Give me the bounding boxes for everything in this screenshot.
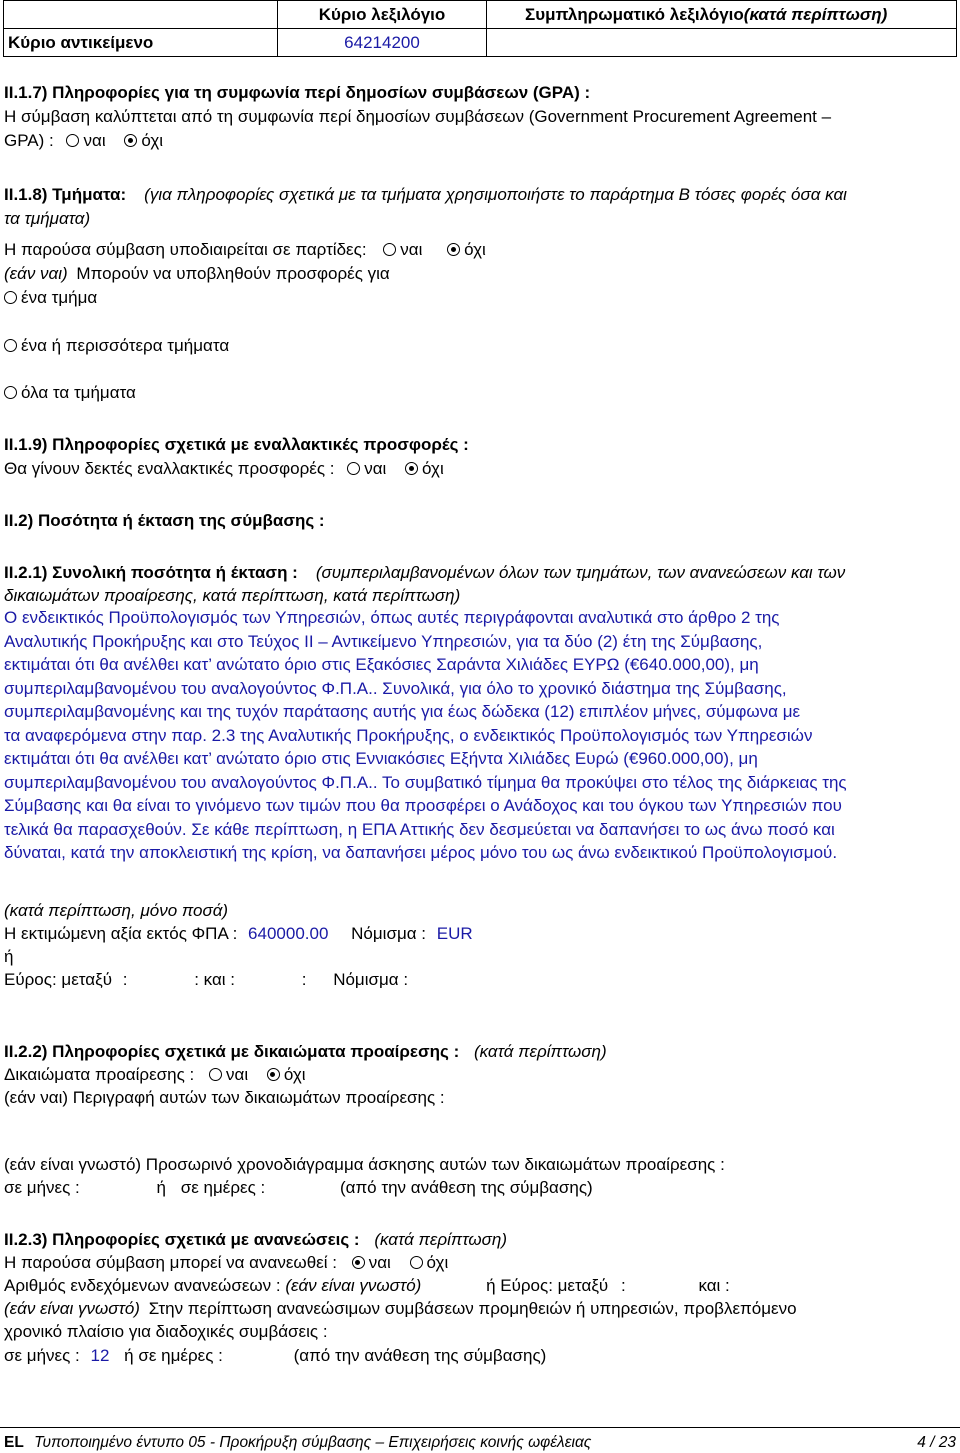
total-amount-note: (κατά περίπτωση, μόνο ποσά) [4, 901, 229, 920]
footer [4, 1434, 591, 1452]
variants-question-line [4, 459, 444, 479]
options-from-award: (από την ανάθεση της σύμβασης) [339, 1178, 593, 1197]
total-description-line: εκτιμάται ότι θα ανέλθει κατ’ ανώτατο όριο στις Εξακόσιες Σαράντα Χιλιάδες ΕΥΡΩ (€640.000,00), μη [4, 655, 759, 674]
total-currency: EUR [436, 924, 473, 943]
renewals-range-colon: : [620, 1276, 626, 1295]
total-note-line2: δικαιωμάτων προαίρεσης, κατά περίπτωση, κατά περίπτωση) [4, 586, 461, 605]
total-description-line: Αναλυτικής Προκήρυξης και στο Τεύχος ΙΙ – Αντικείμενο Υπηρεσιών, για τα δύο (2) έτη της Σύμβασης, [4, 631, 763, 651]
renewals-renewable-line [4, 1253, 448, 1273]
renewals-from-award: (από την ανάθεση της σύμβασης) [293, 1346, 547, 1365]
lots-option-one-label: ένα τμήμα [21, 288, 98, 307]
renewals-range-and: και : [698, 1276, 730, 1295]
gpa-yes-radio[interactable] [66, 134, 79, 147]
renewals-timeframe-line1 [4, 1299, 797, 1319]
cpv-table [3, 0, 957, 57]
footer-page-number: 4 / 23 [917, 1434, 956, 1451]
gpa-yes-label: ναι [83, 131, 106, 150]
lots-option-one-radio[interactable] [4, 291, 17, 304]
renewals-days-label: ή σε ημέρες : [124, 1346, 223, 1365]
total-value: 640000.00 [248, 924, 329, 943]
variants-no-label: όχι [422, 459, 444, 478]
gpa-no-label: όχι [141, 131, 164, 150]
cpv-main-vocab-header: Κύριο λεξιλόγιο [278, 1, 487, 29]
gpa-heading: II.1.7) Πληροφορίες για τη συμφωνία περί δημοσίων συμβάσεων (GPA) : [4, 83, 591, 102]
total-heading-line [4, 563, 845, 583]
options-heading-line [4, 1042, 607, 1062]
options-no-label: όχι [283, 1065, 306, 1084]
lots-no-label: όχι [464, 240, 486, 259]
options-days-label: σε ημέρες : [180, 1178, 266, 1197]
variants-no-radio[interactable] [405, 462, 418, 475]
renewals-timeframe-text2: χρονικό πλαίσιο για διαδοχικές συμβάσεις : [4, 1322, 328, 1341]
options-heading-note: (κατά περίπτωση) [473, 1042, 607, 1061]
cpv-supplementary-value-cell [487, 29, 957, 57]
options-or: ή [156, 1178, 166, 1197]
options-schedule-line [4, 1178, 593, 1198]
total-description-line: εκτιμάται ότι θα ανέλθει κατ’ ανώτατο όριο στις Εννιακόσιες Εξήντα Χιλιάδες Ευρώ (€960.000,00), μη [4, 749, 758, 768]
total-description-line: Ο ενδεικτικός Προϋπολογισμός των Υπηρεσιών, όπως αυτές περιγράφονται αναλυτικά στο άρθρο 2 της [4, 608, 780, 627]
total-value-line [4, 924, 473, 944]
total-range-currency-label: Νόμισμα : [333, 970, 409, 989]
options-months-label: σε μήνες : [4, 1178, 80, 1197]
footer-form-title: Τυποποιημένο έντυπο 05 - Προκήρυξη σύμβασης – Επιχειρήσεις κοινής ωφέλειας [34, 1434, 592, 1451]
gpa-no-radio[interactable] [124, 134, 137, 147]
total-description-line: δύναται, κατά την αποκλειστική της κρίση, να δαπανήσει μέρος μόνο του ως άνω ενδεικτικού Προϋπολογισμού. [4, 843, 838, 862]
lots-if-yes-line [4, 264, 390, 284]
total-range-colon: : [122, 970, 128, 989]
total-range-label: Εύρος: μεταξύ [4, 970, 112, 989]
total-description-line: τελικά θα παρασχεθούν. Σε κάθε περίπτωση, η ΕΠΑ Αττικής δεν δεσμεύεται να δαπανήσει το ως άνω ποσό και [4, 819, 835, 839]
total-description-line: Σύμβασης και θα είναι το γινόμενο των τιμών που θα προσφέρει ο Ανάδοχος και του όγκου των Υπηρεσιών που [4, 796, 842, 815]
lots-heading: II.1.8) Τμήματα: [4, 185, 127, 204]
total-description-line: συμπεριλαμβανομένης και της τυχόν παράτασης αυτής για έως δώδεκα (12) επιπλέον μήνες, σύμφωνα με [4, 702, 801, 721]
total-heading: II.2.1) Συνολική ποσότητα ή έκταση : [4, 563, 298, 582]
variants-yes-label: ναι [364, 459, 387, 478]
total-description-line: τα αναφερόμενα στην παρ. 2.3 της Αναλυτικής Προκήρυξης, ο ενδεικτικός Προϋπολογισμός των Υπηρεσιών [4, 725, 813, 745]
renewals-heading: II.2.3) Πληροφορίες σχετικά με ανανεώσεις : [4, 1230, 360, 1249]
lots-heading-line [4, 185, 847, 205]
cpv-supplementary-note: (κατά περίπτωση) [743, 4, 888, 24]
renewals-renewable-label: Η παρούσα σύμβαση μπορεί να ανανεωθεί : [4, 1253, 337, 1272]
renewals-yes-radio[interactable] [352, 1256, 365, 1269]
renewals-timeframe-text1: Στην περίπτωση ανανεώσιμων συμβάσεων προμηθειών ή υπηρεσιών, προβλεπόμενο [148, 1299, 797, 1318]
lots-option-all-radio[interactable] [4, 386, 17, 399]
gpa-question [4, 131, 163, 151]
cpv-main-object-label: Κύριο αντικείμενο [4, 29, 278, 57]
lots-option-all-label: όλα τα τμήματα [21, 383, 136, 402]
renewals-months-label: σε μήνες : [4, 1346, 80, 1365]
variants-heading: II.1.9) Πληροφορίες σχετικά με εναλλακτικές προσφορές : [4, 435, 469, 454]
total-description [4, 606, 954, 865]
renewals-timeframe-prefix: (εάν είναι γνωστό) [4, 1299, 140, 1318]
lots-note-line2: τα τμήματα) [4, 209, 91, 228]
total-description-line: συμπεριλαμβανομένου του αναλογούντος Φ.Π.Α.. Το συμβατικό τίμημα θα προκύψει στο τέλος της διάρκειας της [4, 772, 847, 792]
total-value-label: Η εκτιμώμενη αξία εκτός ΦΠΑ : [4, 924, 238, 943]
total-range-colon-2: : [301, 970, 307, 989]
footer-lang: EL [4, 1434, 24, 1451]
lots-option-one [4, 288, 97, 308]
total-or: ή [4, 947, 14, 966]
options-yes-radio[interactable] [209, 1068, 222, 1081]
options-no-radio[interactable] [267, 1068, 280, 1081]
variants-question: Θα γίνουν δεκτές εναλλακτικές προσφορές : [4, 459, 335, 478]
variants-yes-radio[interactable] [347, 462, 360, 475]
renewals-count-label: Αριθμός ενδεχόμενων ανανεώσεων : [4, 1276, 281, 1295]
cpv-code-value: 64214200 [278, 29, 487, 57]
cpv-table-empty-cell [4, 1, 278, 29]
lots-if-yes-prefix: (εάν ναι) [4, 264, 68, 283]
renewals-schedule-line [4, 1346, 546, 1366]
lots-if-yes-text: Μπορούν να υποβληθούν προσφορές για [76, 264, 390, 283]
lots-option-many-radio[interactable] [4, 339, 17, 352]
lots-option-many [4, 336, 229, 356]
total-note-line1: (συμπεριλαμβανομένων όλων των τμημάτων, των ανανεώσεων και των [315, 563, 846, 582]
footer-divider [0, 1427, 960, 1428]
lots-no-radio[interactable] [447, 243, 460, 256]
options-rights-line [4, 1065, 306, 1085]
quantity-heading: II.2) Ποσότητα ή έκταση της σύμβασης : [4, 511, 325, 530]
lots-yes-label: ναι [400, 240, 423, 259]
gpa-text-line2: GPA) : [4, 131, 54, 150]
renewals-yes-label: ναι [368, 1253, 391, 1272]
options-yes-label: ναι [225, 1065, 249, 1084]
lots-option-all [4, 383, 136, 403]
renewals-range-label: ή Εύρος: μεταξύ [486, 1276, 609, 1295]
renewals-no-label: όχι [426, 1253, 449, 1272]
options-schedule-label: (εάν είναι γνωστό) Προσωρινό χρονοδιάγραμμα άσκησης αυτών των δικαιωμάτων προαίρεσης : [4, 1155, 725, 1174]
lots-option-many-label: ένα ή περισσότερα τμήματα [21, 336, 230, 355]
renewals-months-value: 12 [90, 1346, 110, 1365]
renewals-heading-note: (κατά περίπτωση) [374, 1230, 507, 1249]
renewals-heading-line [4, 1230, 507, 1250]
renewals-no-radio[interactable] [410, 1256, 423, 1269]
total-description-line: συμπεριλαμβανομένου του αναλογούντος Φ.Π.Α.. Συνολικά, για όλο το χρονικό διάστημα της Σύμβασης, [4, 678, 787, 698]
lots-divided-label: Η παρούσα σύμβαση υποδιαιρείται σε παρτίδες: [4, 240, 367, 259]
options-description-label: (εάν ναι) Περιγραφή αυτών των δικαιωμάτων προαίρεσης : [4, 1088, 445, 1107]
total-currency-label: Νόμισμα : [351, 924, 427, 943]
lots-note-line1: (για πληροφορίες σχετικά με τα τμήματα χρησιμοποιήστε το παράρτημα Β τόσες φορές όσα και [144, 185, 847, 204]
lots-divided-question [4, 240, 486, 260]
lots-yes-radio[interactable] [383, 243, 396, 256]
total-range-line [4, 970, 408, 990]
renewals-count-note: (εάν είναι γνωστό) [285, 1276, 422, 1295]
renewals-count-line [4, 1276, 730, 1296]
cpv-supplementary-vocab-header [487, 1, 957, 29]
options-rights-label: Δικαιώματα προαίρεσης : [4, 1065, 195, 1084]
total-range-and: : και : [194, 970, 235, 989]
options-heading: II.2.2) Πληροφορίες σχετικά με δικαιώματα προαίρεσης : [4, 1042, 460, 1061]
cpv-supplementary-title: Συμπληρωματικό λεξιλόγιο [525, 4, 744, 24]
gpa-text-line1: Η σύμβαση καλύπτεται από τη συμφωνία περί δημοσίων συμβάσεων (Government Procurement Agreement – [4, 107, 832, 126]
